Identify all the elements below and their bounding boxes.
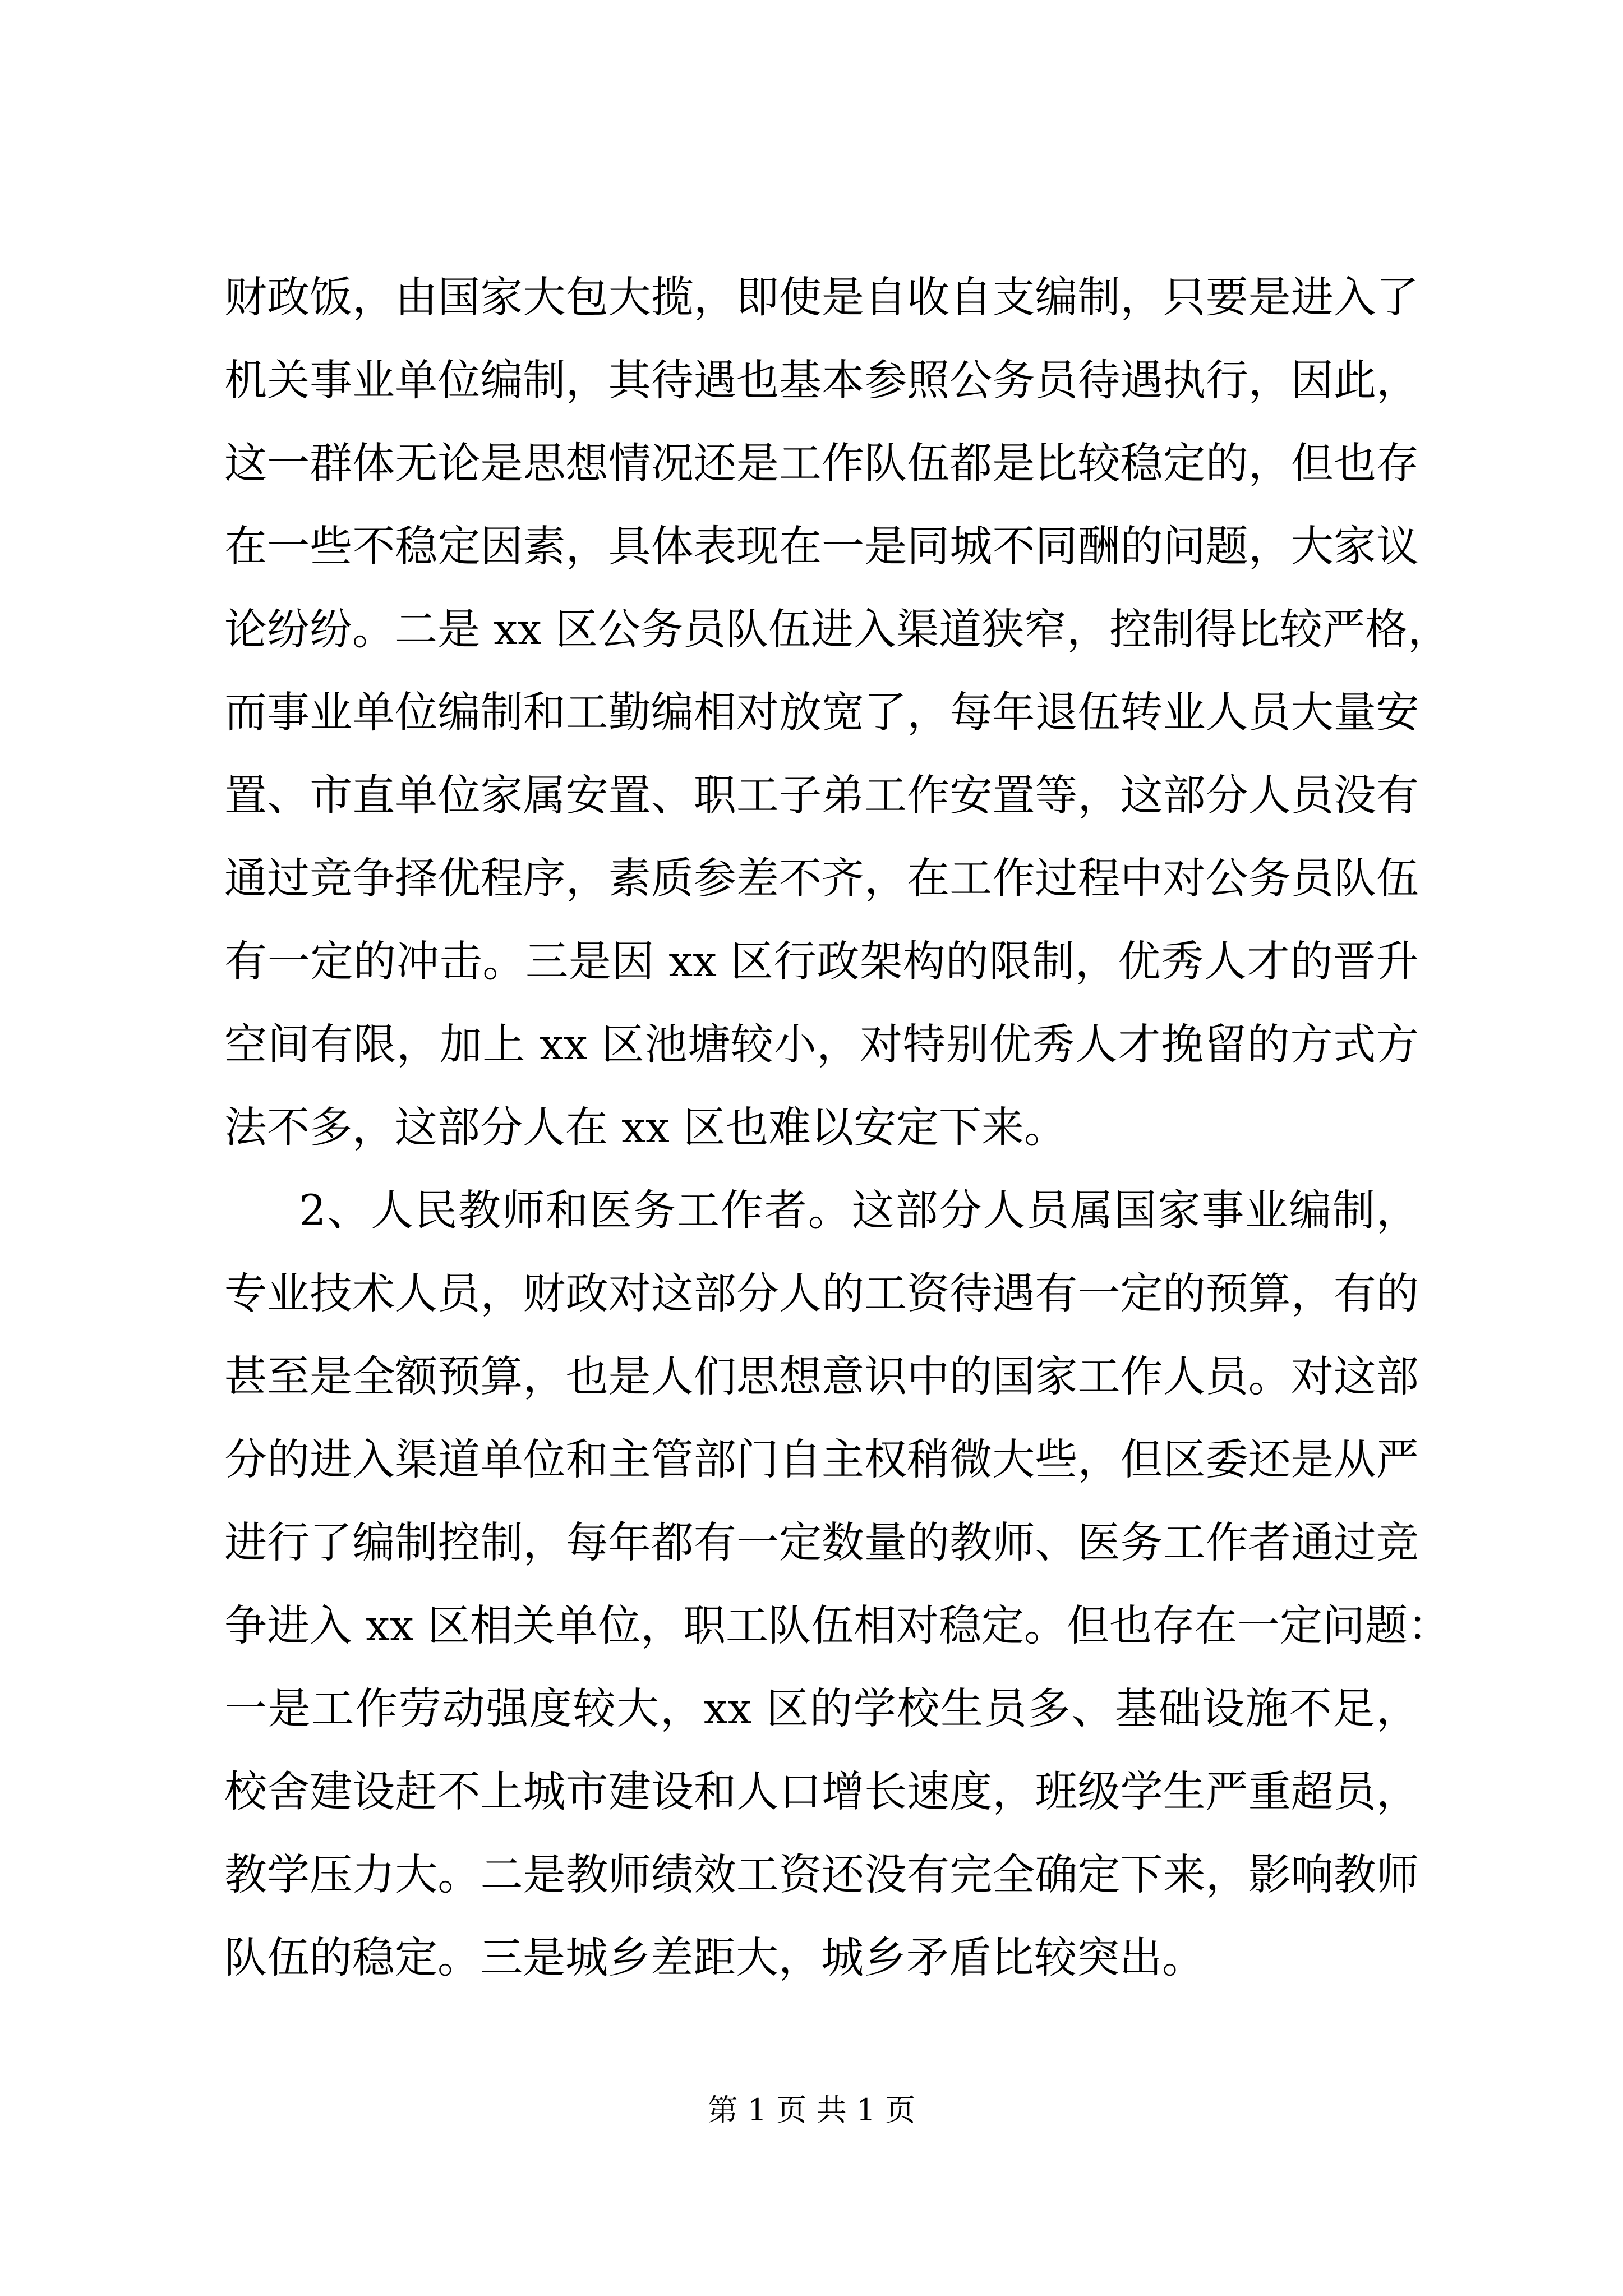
body-line: 一是工作劳动强度较大，xx 区的学校生员多、基础设施不足， (224, 1683, 1419, 1733)
body-line: 置、市直单位家属安置、职工子弟工作安置等，这部分人员没有 (224, 770, 1419, 820)
body-line: 财政饭，由国家大包大揽，即使是自收自支编制，只要是进入了 (224, 272, 1419, 322)
page-number-footer: 第 1 页 共 1 页 (707, 2092, 916, 2128)
body-line: 甚至是全额预算，也是人们思想意识中的国家工作人员。对这部 (224, 1351, 1419, 1401)
body-line: 有一定的冲击。三是因 xx 区行政架构的限制，优秀人才的晋升 (224, 936, 1419, 986)
body-line: 教学压力大。二是教师绩效工资还没有完全确定下来，影响教师 (224, 1849, 1419, 1899)
body-line: 分的进入渠道单位和主管部门自主权稍微大些，但区委还是从严 (224, 1434, 1419, 1484)
body-line: 争进入 xx 区相关单位，职工队伍相对稳定。但也存在一定问题： (224, 1600, 1451, 1650)
body-line: 在一些不稳定因素，具体表现在一是同城不同酬的问题，大家议 (224, 521, 1419, 571)
body-line: 空间有限，加上 xx 区池塘较小，对特别优秀人才挽留的方式方 (224, 1019, 1419, 1069)
body-line: 队伍的稳定。三是城乡差距大，城乡矛盾比较突出。 (224, 1932, 1205, 1982)
body-line: 而事业单位编制和工勤编相对放宽了，每年退伍转业人员大量安 (224, 687, 1419, 737)
body-line: 校舍建设赶不上城市建设和人口增长速度，班级学生严重超员， (224, 1766, 1419, 1816)
body-line: 进行了编制控制，每年都有一定数量的教师、医务工作者通过竞 (224, 1517, 1419, 1567)
body-line: 专业技术人员，财政对这部分人的工资待遇有一定的预算，有的 (224, 1268, 1419, 1318)
body-line: 通过竞争择优程序，素质参差不齐，在工作过程中对公务员队伍 (224, 853, 1419, 903)
body-line: 2、人民教师和医务工作者。这部分人员属国家事业编制， (299, 1185, 1419, 1235)
body-line: 机关事业单位编制，其待遇也基本参照公务员待遇执行，因此， (224, 355, 1419, 405)
body-line: 这一群体无论是思想情况还是工作队伍都是比较稳定的，但也存 (224, 438, 1419, 488)
body-line: 论纷纷。二是 xx 区公务员队伍进入渠道狭窄，控制得比较严格， (224, 604, 1451, 654)
body-line: 法不多，这部分人在 xx 区也难以安定下来。 (224, 1102, 1067, 1152)
